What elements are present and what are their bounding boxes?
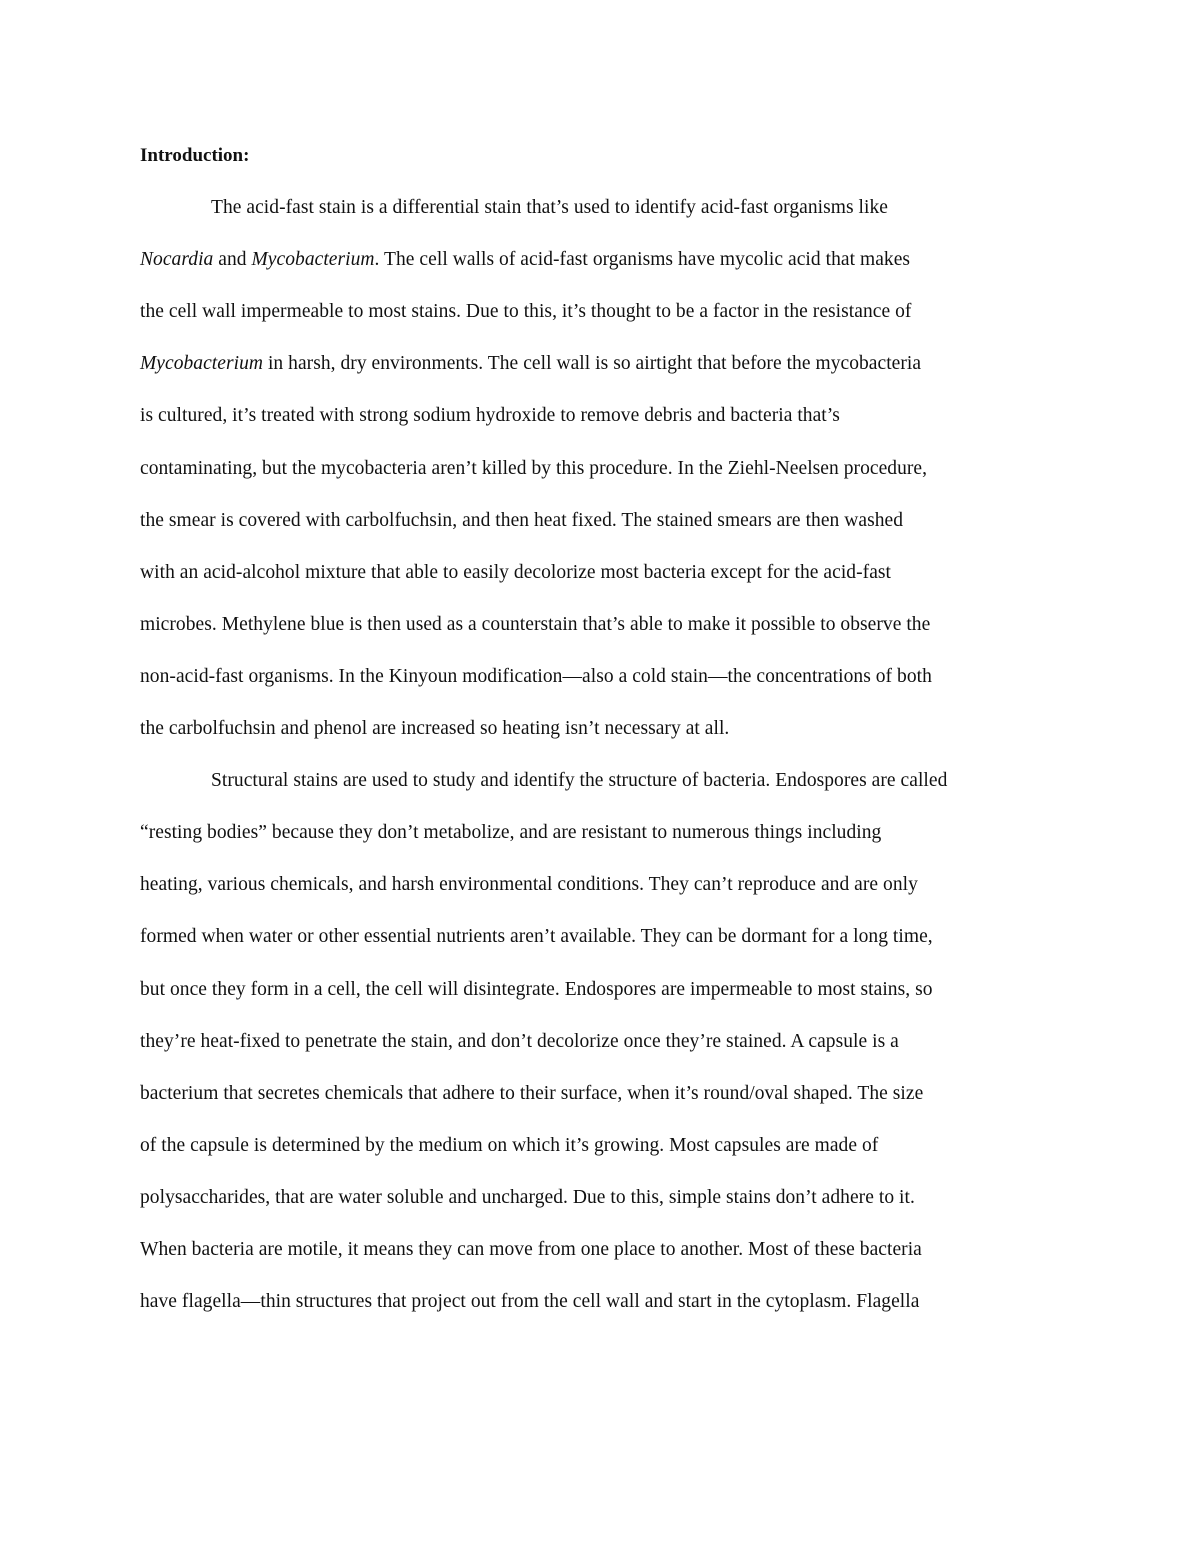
text-segment: non-acid-fast organisms. In the Kinyoun modification—also a cold stain—the concentrations of both	[140, 665, 932, 687]
italic-term: Mycobacterium	[251, 249, 375, 271]
text-line	[140, 403, 840, 429]
text-line	[211, 195, 888, 221]
text-line	[140, 612, 930, 638]
text-line	[140, 664, 932, 690]
text-line	[140, 872, 918, 898]
text-line	[140, 247, 910, 273]
text-segment: polysaccharides, that are water soluble and uncharged. Due to this, simple stains don’t adhere to it.	[140, 1186, 915, 1208]
italic-term: Nocardia	[140, 249, 214, 271]
text-segment: formed when water or other essential nutrients aren’t available. They can be dormant for a long time,	[140, 926, 933, 948]
section-heading: Introduction:	[140, 145, 250, 166]
text-segment: is cultured, it’s treated with strong sodium hydroxide to remove debris and bacteria that’s	[140, 405, 840, 427]
text-line	[140, 716, 729, 742]
text-line	[140, 508, 903, 534]
text-segment: When bacteria are motile, it means they can move from one place to another. Most of these bacteria	[140, 1239, 922, 1260]
text-segment: but once they form in a cell, the cell will disintegrate. Endospores are impermeable to most stains, so	[140, 978, 933, 1000]
text-segment: with an acid-alcohol mixture that able to easily decolorize most bacteria except for the acid-fast	[140, 561, 892, 583]
text-segment: “resting bodies” because they don’t metabolize, and are resistant to numerous things including	[140, 822, 882, 844]
text-line	[140, 1289, 919, 1315]
text-segment: in harsh, dry environments. The cell wall is so airtight that before the mycobacteria	[263, 353, 922, 375]
text-line	[140, 1133, 878, 1159]
text-line	[140, 820, 881, 846]
text-segment: contaminating, but the mycobacteria aren’t killed by this procedure. In the Ziehl-Neelsen procedure,	[140, 457, 928, 479]
text-line	[140, 977, 933, 1003]
text-segment: . The cell walls of acid-fast organisms have mycolic acid that makes	[374, 249, 911, 271]
text-segment: microbes. Methylene blue is then used as a counterstain that’s able to make it possible to observe the	[140, 613, 931, 635]
text-line	[211, 768, 947, 794]
text-segment: The acid-fast stain is a differential stain that’s used to identify acid-fast organisms like	[211, 197, 888, 218]
text-line	[140, 299, 911, 325]
text-segment: Structural stains are used to study and identify the structure of bacteria. Endospores are called	[211, 770, 948, 792]
text-line	[140, 1185, 915, 1211]
text-segment: have flagella—thin structures that project out from the cell wall and start in the cytoplasm. Flagella	[140, 1291, 920, 1313]
italic-term: Mycobacterium	[140, 353, 264, 375]
text-segment: heating, various chemicals, and harsh environmental conditions. They can’t reproduce and are only	[140, 874, 918, 896]
text-line	[140, 924, 933, 950]
text-line	[140, 456, 927, 482]
text-segment: bacterium that secretes chemicals that adhere to their surface, when it’s round/oval shaped. The size	[140, 1082, 924, 1104]
text-line	[140, 1029, 899, 1055]
text-line	[140, 560, 891, 586]
text-segment: and	[213, 249, 252, 271]
text-segment: the smear is covered with carbolfuchsin, and then heat fixed. The stained smears are then washed	[140, 509, 904, 531]
text-line	[140, 1237, 922, 1263]
text-segment: the cell wall impermeable to most stains. Due to this, it’s thought to be a factor in the resistance of	[140, 301, 912, 323]
text-segment: of the capsule is determined by the medium on which it’s growing. Most capsules are made of	[140, 1134, 879, 1156]
text-line	[140, 351, 921, 377]
text-segment: the carbolfuchsin and phenol are increased so heating isn’t necessary at all.	[140, 718, 730, 739]
text-line	[140, 1081, 923, 1107]
text-segment: they’re heat-fixed to penetrate the stain, and don’t decolorize once they’re stained. A capsule is a	[140, 1030, 899, 1052]
